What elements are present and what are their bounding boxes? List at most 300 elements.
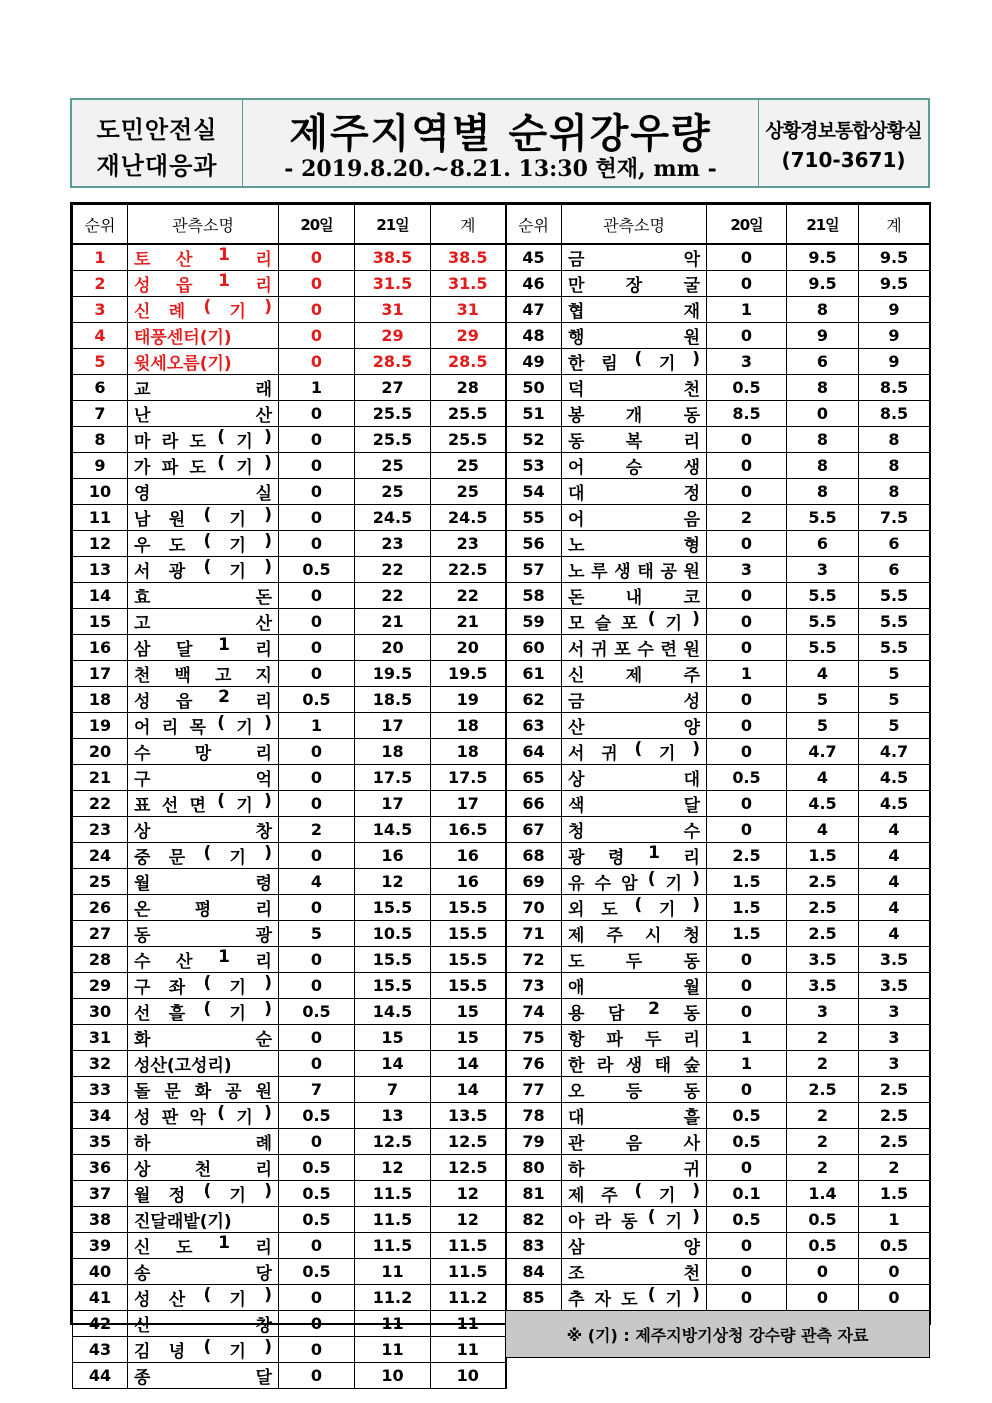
total-value: 2.5 xyxy=(859,1077,930,1103)
station-name-spread: 신 제 주 xyxy=(568,666,700,686)
station-name xyxy=(128,895,279,921)
station-name xyxy=(128,375,279,401)
rainfall-tables xyxy=(70,202,931,1388)
table-row xyxy=(506,765,930,791)
rank-cell: 48 xyxy=(506,323,562,349)
station-name xyxy=(562,609,707,635)
rank-cell: 8 xyxy=(73,427,128,453)
total-value: 16 xyxy=(431,843,506,869)
station-name xyxy=(562,843,707,869)
station-name-spread: 한 라 생 태 숲 xyxy=(568,1056,700,1076)
table-row xyxy=(506,427,930,453)
table-row xyxy=(506,1103,930,1129)
day21-value: 4.7 xyxy=(787,739,859,765)
table-row xyxy=(73,739,506,765)
rank-cell: 66 xyxy=(506,791,562,817)
day21-value: 20 xyxy=(355,635,431,661)
rank-cell: 67 xyxy=(506,817,562,843)
station-name-spread: 서 귀 포 수 련 원 xyxy=(568,640,700,660)
day21-value: 2.5 xyxy=(787,895,859,921)
day21-value: 31.5 xyxy=(355,271,431,297)
day20-value: 0 xyxy=(707,479,787,505)
station-name-spread: 진달래밭(기) xyxy=(134,1212,232,1232)
station-name xyxy=(562,583,707,609)
table-row xyxy=(73,1077,506,1103)
day20-value: 0 xyxy=(279,297,355,323)
day20-value: 0 xyxy=(707,1155,787,1181)
day20-value: 0 xyxy=(279,661,355,687)
day21-value: 4 xyxy=(787,661,859,687)
station-name xyxy=(562,1181,707,1207)
day20-value: 0 xyxy=(279,323,355,349)
table-row xyxy=(506,973,930,999)
station-name-spread: 어 승 생 xyxy=(568,458,700,478)
day21-value: 6 xyxy=(787,531,859,557)
col-day20-header: 20일 xyxy=(707,205,787,245)
day20-value: 0 xyxy=(707,1077,787,1103)
table-row xyxy=(506,1025,930,1051)
station-name-spread: 마 라 도 ( 기 ) xyxy=(134,427,272,452)
table-row xyxy=(73,973,506,999)
table-row xyxy=(73,1259,506,1285)
table-row xyxy=(506,1181,930,1207)
station-name xyxy=(128,999,279,1025)
day21-value: 1.5 xyxy=(787,843,859,869)
station-name xyxy=(562,349,707,375)
col-day20-header: 20일 xyxy=(279,205,355,245)
total-value: 15 xyxy=(431,999,506,1025)
station-name xyxy=(562,921,707,947)
report-header xyxy=(70,98,930,188)
station-name xyxy=(562,479,707,505)
station-name-spread: 관 음 사 xyxy=(568,1134,700,1154)
rank-cell: 52 xyxy=(506,427,562,453)
total-value: 4 xyxy=(859,817,930,843)
table-row xyxy=(506,375,930,401)
rank-cell: 51 xyxy=(506,401,562,427)
station-name xyxy=(562,1259,707,1285)
station-name-spread: 색 달 xyxy=(568,796,700,816)
rank-cell: 55 xyxy=(506,505,562,531)
col-total-header: 계 xyxy=(859,205,930,245)
day21-value: 8 xyxy=(787,453,859,479)
day20-value: 0.5 xyxy=(279,1207,355,1233)
table-row xyxy=(506,323,930,349)
station-name-spread: 성 읍 2 리 xyxy=(134,687,272,712)
rank-cell: 5 xyxy=(73,349,128,375)
title-cell xyxy=(243,100,759,186)
station-name-spread: 월 정 ( 기 ) xyxy=(134,1181,272,1206)
station-name xyxy=(128,1051,279,1077)
total-value: 4.5 xyxy=(859,791,930,817)
day20-value: 0 xyxy=(279,427,355,453)
total-value: 12 xyxy=(431,1181,506,1207)
col-station-header: 관측소명 xyxy=(128,205,279,245)
station-name xyxy=(562,375,707,401)
day21-value: 4.5 xyxy=(787,791,859,817)
rank-cell: 78 xyxy=(506,1103,562,1129)
rank-cell: 15 xyxy=(73,609,128,635)
station-name-spread: 아 라 동 ( 기 ) xyxy=(568,1207,700,1232)
day20-value: 3 xyxy=(707,557,787,583)
station-name-spread: 용 담 2 동 xyxy=(568,999,700,1024)
station-name-spread: 항 파 두 리 xyxy=(568,1030,700,1050)
day21-value: 4 xyxy=(787,817,859,843)
station-name-spread: 어 리 목 ( 기 ) xyxy=(134,713,272,738)
total-value: 24.5 xyxy=(431,505,506,531)
day21-value: 0 xyxy=(787,1285,859,1311)
total-value: 4 xyxy=(859,921,930,947)
day20-value: 0 xyxy=(707,583,787,609)
rank-cell: 3 xyxy=(73,297,128,323)
table-row xyxy=(506,739,930,765)
table-row xyxy=(506,947,930,973)
day21-value: 38.5 xyxy=(355,244,431,271)
table-row xyxy=(506,635,930,661)
rank-cell: 31 xyxy=(73,1025,128,1051)
total-value: 6 xyxy=(859,557,930,583)
total-value: 21 xyxy=(431,609,506,635)
table-row xyxy=(506,583,930,609)
table-row xyxy=(506,921,930,947)
day21-value: 12 xyxy=(355,869,431,895)
rank-cell: 82 xyxy=(506,1207,562,1233)
table-row xyxy=(73,453,506,479)
total-value: 3 xyxy=(859,999,930,1025)
rank-cell: 73 xyxy=(506,973,562,999)
total-value: 1.5 xyxy=(859,1181,930,1207)
total-value: 12 xyxy=(431,1207,506,1233)
total-value: 15.5 xyxy=(431,947,506,973)
station-name xyxy=(562,1285,707,1311)
day20-value: 0 xyxy=(279,947,355,973)
rainfall-table-right xyxy=(505,204,930,1358)
total-value: 9 xyxy=(859,349,930,375)
rank-cell: 80 xyxy=(506,1155,562,1181)
total-value: 16.5 xyxy=(431,817,506,843)
station-name xyxy=(562,453,707,479)
table-row xyxy=(506,713,930,739)
total-value: 5.5 xyxy=(859,635,930,661)
day21-value: 5.5 xyxy=(787,635,859,661)
rank-cell: 42 xyxy=(73,1311,128,1337)
station-name xyxy=(562,791,707,817)
total-value: 1 xyxy=(859,1207,930,1233)
station-name-spread: 구 좌 ( 기 ) xyxy=(134,973,272,998)
total-value: 31 xyxy=(431,297,506,323)
station-name-spread: 천 백 고 지 xyxy=(134,666,272,686)
station-name-spread: 외 도 ( 기 ) xyxy=(568,895,700,920)
page-title: 제주지역별 순위강우량 xyxy=(289,111,712,157)
day21-value: 2 xyxy=(787,1129,859,1155)
day21-value: 14.5 xyxy=(355,999,431,1025)
total-value: 18 xyxy=(431,713,506,739)
station-name xyxy=(128,244,279,271)
total-value: 19.5 xyxy=(431,661,506,687)
table-row xyxy=(73,1311,506,1337)
station-name xyxy=(128,323,279,349)
station-name xyxy=(562,1077,707,1103)
day21-value: 8 xyxy=(787,297,859,323)
day20-value: 0 xyxy=(707,713,787,739)
table-row xyxy=(506,401,930,427)
department-line1: 도민안전실 xyxy=(96,116,218,144)
rank-cell: 36 xyxy=(73,1155,128,1181)
station-name-spread: 상 대 xyxy=(568,770,700,790)
station-name-spread: 제 주 ( 기 ) xyxy=(568,1181,700,1206)
day21-value: 5.5 xyxy=(787,583,859,609)
day20-value: 0 xyxy=(279,244,355,271)
station-name xyxy=(562,401,707,427)
station-name xyxy=(128,843,279,869)
office-phone: (710-3671) xyxy=(781,148,906,172)
table-row xyxy=(506,479,930,505)
day20-value: 0 xyxy=(279,583,355,609)
station-name-spread: 수 망 리 xyxy=(134,744,272,764)
table-row xyxy=(73,1025,506,1051)
total-value: 14 xyxy=(431,1077,506,1103)
station-name-spread: 구 억 xyxy=(134,770,272,790)
day20-value: 0 xyxy=(279,1285,355,1311)
rank-cell: 25 xyxy=(73,869,128,895)
day20-value: 0.5 xyxy=(707,1103,787,1129)
station-name xyxy=(128,713,279,739)
station-name-spread: 신 도 1 리 xyxy=(134,1233,272,1258)
day20-value: 0 xyxy=(707,244,787,271)
total-value: 5 xyxy=(859,687,930,713)
total-value: 10 xyxy=(431,1363,506,1389)
total-value: 4 xyxy=(859,895,930,921)
station-name xyxy=(562,427,707,453)
day20-value: 0 xyxy=(279,843,355,869)
table-row xyxy=(73,244,506,271)
day21-value: 14.5 xyxy=(355,817,431,843)
table-row xyxy=(73,297,506,323)
day20-value: 0.1 xyxy=(707,1181,787,1207)
station-name xyxy=(128,921,279,947)
station-name-spread: 애 월 xyxy=(568,978,700,998)
table-row xyxy=(506,609,930,635)
station-name xyxy=(128,1285,279,1311)
station-name-spread: 청 수 xyxy=(568,822,700,842)
total-value: 11.5 xyxy=(431,1233,506,1259)
total-value: 0 xyxy=(859,1285,930,1311)
station-name xyxy=(128,609,279,635)
total-value: 5 xyxy=(859,661,930,687)
rank-cell: 63 xyxy=(506,713,562,739)
day20-value: 0 xyxy=(707,1285,787,1311)
day20-value: 1 xyxy=(279,713,355,739)
rank-cell: 68 xyxy=(506,843,562,869)
table-row xyxy=(506,895,930,921)
station-name-spread: 대 정 xyxy=(568,484,700,504)
col-total-header: 계 xyxy=(431,205,506,245)
station-name xyxy=(128,349,279,375)
total-value: 4.7 xyxy=(859,739,930,765)
station-name xyxy=(562,739,707,765)
rank-cell: 40 xyxy=(73,1259,128,1285)
station-name-spread: 상 창 xyxy=(134,822,272,842)
table-row xyxy=(73,817,506,843)
station-name-spread: 종 달 xyxy=(134,1368,272,1388)
station-name-spread: 표 선 면 ( 기 ) xyxy=(134,791,272,816)
day21-value: 7 xyxy=(355,1077,431,1103)
day21-value: 11.5 xyxy=(355,1207,431,1233)
day20-value: 0 xyxy=(279,453,355,479)
day21-value: 10 xyxy=(355,1363,431,1389)
day21-value: 12.5 xyxy=(355,1129,431,1155)
station-name xyxy=(128,1129,279,1155)
day21-value: 2 xyxy=(787,1051,859,1077)
total-value: 5.5 xyxy=(859,609,930,635)
day20-value: 0 xyxy=(707,635,787,661)
total-value: 4 xyxy=(859,843,930,869)
station-name-spread: 금 성 xyxy=(568,692,700,712)
rank-cell: 65 xyxy=(506,765,562,791)
table-row xyxy=(506,843,930,869)
rank-cell: 46 xyxy=(506,271,562,297)
day20-value: 0 xyxy=(279,1233,355,1259)
rank-cell: 37 xyxy=(73,1181,128,1207)
station-name-spread: 고 산 xyxy=(134,614,272,634)
day20-value: 7 xyxy=(279,1077,355,1103)
day20-value: 0 xyxy=(707,817,787,843)
day21-value: 2.5 xyxy=(787,869,859,895)
day20-value: 0 xyxy=(279,635,355,661)
total-value: 4.5 xyxy=(859,765,930,791)
station-name-spread: 성 읍 1 리 xyxy=(134,271,272,296)
station-name xyxy=(128,1207,279,1233)
day21-value: 9 xyxy=(787,323,859,349)
table-row xyxy=(73,1155,506,1181)
total-value: 29 xyxy=(431,323,506,349)
table-row xyxy=(506,557,930,583)
table-row xyxy=(506,999,930,1025)
total-value: 8 xyxy=(859,427,930,453)
total-value: 28 xyxy=(431,375,506,401)
day20-value: 0 xyxy=(279,401,355,427)
station-name-spread: 상 천 리 xyxy=(134,1160,272,1180)
day21-value: 3 xyxy=(787,557,859,583)
day20-value: 0 xyxy=(279,349,355,375)
rank-cell: 56 xyxy=(506,531,562,557)
rank-cell: 79 xyxy=(506,1129,562,1155)
day20-value: 0 xyxy=(707,453,787,479)
table-row xyxy=(506,349,930,375)
station-name-spread: 선 흘 ( 기 ) xyxy=(134,999,272,1024)
rank-cell: 60 xyxy=(506,635,562,661)
table-row xyxy=(506,244,930,271)
total-value: 25 xyxy=(431,479,506,505)
rank-cell: 69 xyxy=(506,869,562,895)
station-name xyxy=(128,1337,279,1363)
day21-value: 5.5 xyxy=(787,609,859,635)
col-day21-header: 21일 xyxy=(787,205,859,245)
station-name xyxy=(562,1025,707,1051)
rank-cell: 21 xyxy=(73,765,128,791)
station-name-spread: 서 광 ( 기 ) xyxy=(134,557,272,582)
total-value: 5 xyxy=(859,713,930,739)
day21-value: 14 xyxy=(355,1051,431,1077)
day21-value: 2 xyxy=(787,1155,859,1181)
station-name-spread: 서 귀 ( 기 ) xyxy=(568,739,700,764)
station-name xyxy=(562,635,707,661)
station-name-spread: 윗세오름(기) xyxy=(134,354,232,374)
station-name xyxy=(128,687,279,713)
station-name xyxy=(128,453,279,479)
day21-value: 9.5 xyxy=(787,244,859,271)
day21-value: 8 xyxy=(787,427,859,453)
day21-value: 15.5 xyxy=(355,973,431,999)
station-name-spread: 교 래 xyxy=(134,380,272,400)
rank-cell: 45 xyxy=(506,244,562,271)
total-value: 8.5 xyxy=(859,375,930,401)
station-name xyxy=(562,323,707,349)
rank-cell: 30 xyxy=(73,999,128,1025)
station-name xyxy=(562,1051,707,1077)
station-name xyxy=(128,1181,279,1207)
rank-cell: 18 xyxy=(73,687,128,713)
rank-cell: 32 xyxy=(73,1051,128,1077)
total-value: 25 xyxy=(431,453,506,479)
station-name-spread: 협 재 xyxy=(568,302,700,322)
rank-cell: 34 xyxy=(73,1103,128,1129)
day21-value: 27 xyxy=(355,375,431,401)
day21-value: 8 xyxy=(787,375,859,401)
total-value: 8.5 xyxy=(859,401,930,427)
station-name-spread: 수 산 1 리 xyxy=(134,947,272,972)
day21-value: 11.2 xyxy=(355,1285,431,1311)
table-row xyxy=(73,505,506,531)
station-name xyxy=(128,791,279,817)
rank-cell: 1 xyxy=(73,244,128,271)
day20-value: 1 xyxy=(707,1025,787,1051)
rank-cell: 61 xyxy=(506,661,562,687)
day20-value: 0.5 xyxy=(707,765,787,791)
total-value: 15.5 xyxy=(431,973,506,999)
rank-cell: 50 xyxy=(506,375,562,401)
rank-cell: 54 xyxy=(506,479,562,505)
station-name xyxy=(562,271,707,297)
day20-value: 0 xyxy=(707,609,787,635)
day20-value: 0.5 xyxy=(279,687,355,713)
rank-cell: 77 xyxy=(506,1077,562,1103)
table-row xyxy=(506,661,930,687)
day20-value: 1.5 xyxy=(707,895,787,921)
col-rank-header: 순위 xyxy=(73,205,128,245)
rank-cell: 72 xyxy=(506,947,562,973)
day20-value: 0 xyxy=(279,973,355,999)
rank-cell: 49 xyxy=(506,349,562,375)
station-name-spread: 화 순 xyxy=(134,1030,272,1050)
day21-value: 8 xyxy=(787,479,859,505)
station-name xyxy=(128,947,279,973)
rank-cell: 33 xyxy=(73,1077,128,1103)
day20-value: 0 xyxy=(707,687,787,713)
station-name-spread: 우 도 ( 기 ) xyxy=(134,531,272,556)
station-name-spread: 추 자 도 ( 기 ) xyxy=(568,1285,700,1310)
day20-value: 0 xyxy=(707,973,787,999)
total-value: 23 xyxy=(431,531,506,557)
total-value: 28.5 xyxy=(431,349,506,375)
station-name xyxy=(562,557,707,583)
day21-value: 5.5 xyxy=(787,505,859,531)
station-name-spread: 송 당 xyxy=(134,1264,272,1284)
day20-value: 4 xyxy=(279,869,355,895)
station-name-spread: 가 파 도 ( 기 ) xyxy=(134,453,272,478)
total-value: 13.5 xyxy=(431,1103,506,1129)
station-name-spread: 태풍센터(기) xyxy=(134,328,232,348)
